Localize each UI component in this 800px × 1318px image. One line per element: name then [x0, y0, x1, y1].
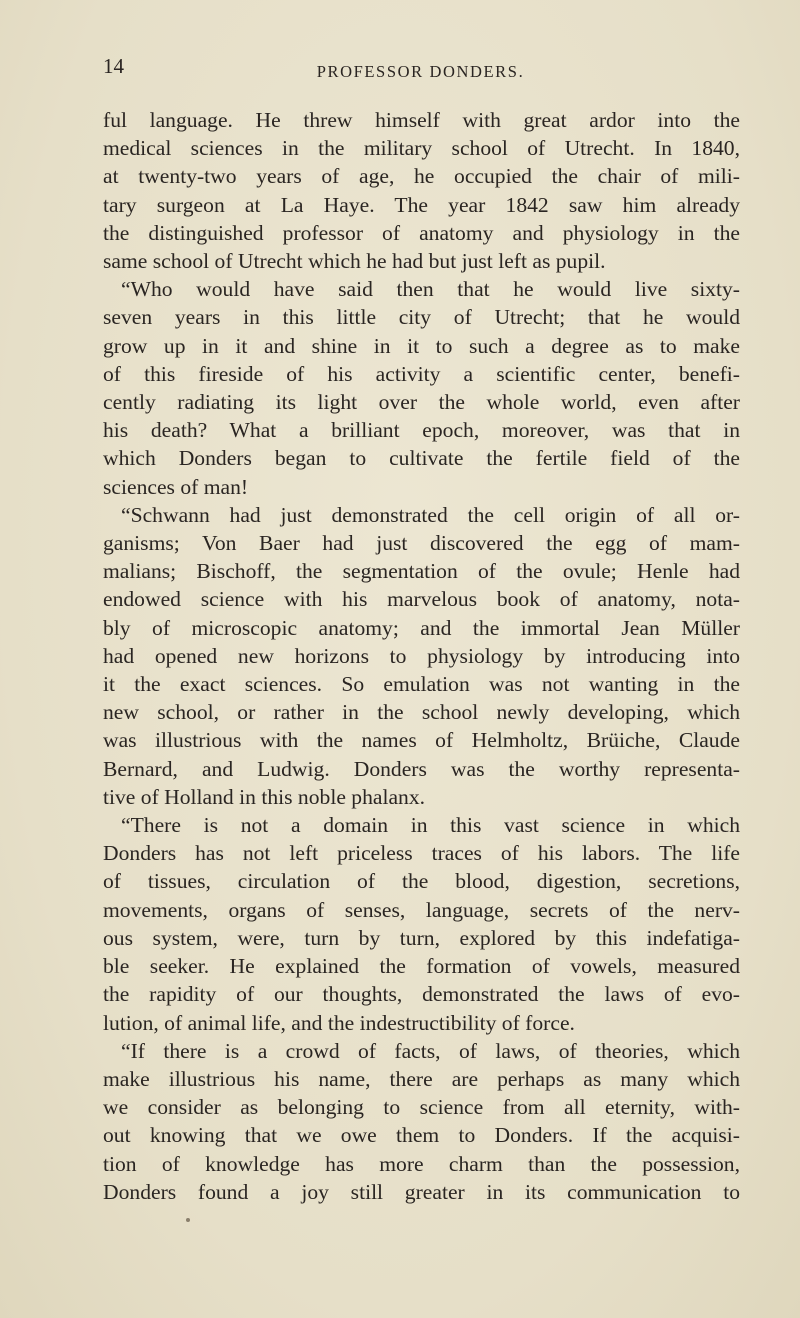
- running-head: PROFESSOR DONDERS.: [316, 62, 525, 81]
- text-line: of tissues, circulation of the blood, digestion, secretions,: [103, 869, 740, 894]
- page-header: [103, 54, 738, 84]
- text-line: same school of Utrecht which he had but just left as pupil.: [103, 249, 606, 274]
- text-line: grow up in it and shine in it to such a degree as to make: [103, 333, 740, 358]
- text-line: ganisms; Von Baer had just discovered the egg of mam-: [103, 531, 740, 556]
- text-line: ble seeker. He explained the formation of vowels, measured: [103, 954, 740, 979]
- text-line: Donders found a joy still greater in its communication to: [103, 1179, 740, 1204]
- text-line: we consider as belonging to science from all eternity, with-: [103, 1095, 740, 1120]
- text-line: out knowing that we owe them to Donders. If the acquisi-: [103, 1123, 740, 1148]
- text-line: endowed science with his marvelous book of anatomy, nota-: [103, 587, 740, 612]
- text-line: ful language. He threw himself with great ardor into the: [103, 108, 740, 132]
- text-line: seven years in this little city of Utrecht; that he would: [103, 305, 740, 330]
- text-line: of this fireside of his activity a scientific center, benefi-: [103, 361, 740, 386]
- text-line: it the exact sciences. So emulation was not wanting in the: [103, 672, 740, 697]
- text-line: ous system, were, turn by turn, explored by this indefatiga-: [103, 925, 740, 950]
- body-text: [103, 106, 740, 1206]
- text-line: was illustrious with the names of Helmholtz, Brüiche, Claude: [103, 728, 740, 753]
- text-line: “Who would have said then that he would live sixty-: [121, 277, 740, 302]
- text-line: which Donders began to cultivate the fertile field of the: [103, 446, 740, 471]
- text-line: malians; Bischoff, the segmentation of the ovule; Henle had: [103, 559, 740, 584]
- text-line: new school, or rather in the school newly developing, which: [103, 700, 740, 725]
- text-line: “If there is a crowd of facts, of laws, of theories, which: [121, 1038, 740, 1063]
- text-line: Bernard, and Ludwig. Donders was the worthy representa-: [103, 756, 740, 781]
- text-line: movements, organs of senses, language, secrets of the nerv-: [103, 897, 740, 922]
- text-line: had opened new horizons to physiology by introducing into: [103, 643, 740, 668]
- text-line: tion of knowledge has more charm than the possession,: [103, 1151, 740, 1176]
- text-line: Donders has not left priceless traces of his labors. The life: [103, 841, 740, 866]
- text-line: cently radiating its light over the whole world, even after: [103, 390, 740, 415]
- text-line: make illustrious his name, there are perhaps as many which: [103, 1066, 740, 1091]
- paper-speck: [186, 1218, 190, 1222]
- page-number: 14: [103, 54, 124, 78]
- text-line: bly of microscopic anatomy; and the immortal Jean Müller: [103, 615, 740, 640]
- text-line: medical sciences in the military school of Utrecht. In 1840,: [103, 136, 740, 161]
- text-line: lution, of animal life, and the indestructibility of force.: [103, 1010, 575, 1035]
- text-line: the rapidity of our thoughts, demonstrated the laws of evo-: [103, 982, 740, 1007]
- text-line: sciences of man!: [103, 474, 249, 499]
- text-line: tive of Holland in this noble phalanx.: [103, 784, 426, 809]
- text-line: the distinguished professor of anatomy and physiology in the: [103, 220, 740, 245]
- text-line: at twenty-two years of age, he occupied the chair of mili-: [103, 164, 740, 189]
- text-line: “Schwann had just demonstrated the cell origin of all or-: [121, 502, 740, 527]
- text-line: tary surgeon at La Haye. The year 1842 saw him already: [103, 192, 740, 217]
- text-line: “There is not a domain in this vast science in which: [121, 813, 740, 838]
- text-line: his death? What a brilliant epoch, moreover, was that in: [103, 418, 740, 443]
